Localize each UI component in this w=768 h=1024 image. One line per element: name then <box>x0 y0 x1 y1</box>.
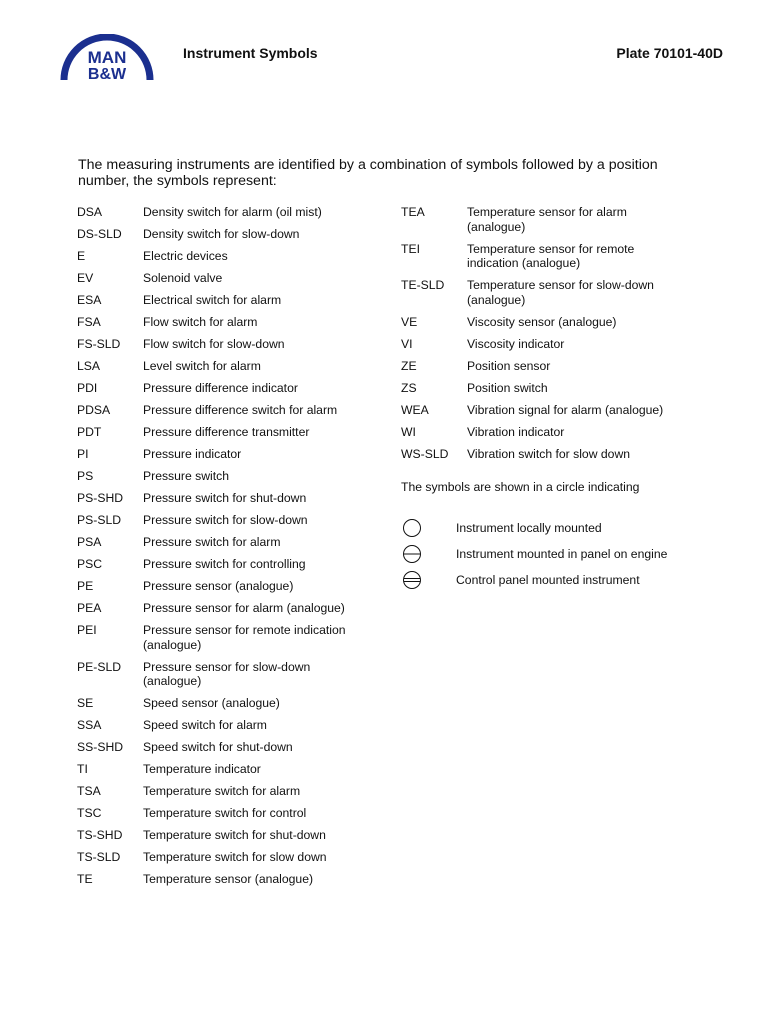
symbol-row <box>77 249 377 264</box>
symbol-row <box>77 718 377 733</box>
symbol-code: TE <box>77 872 93 886</box>
legend-item <box>402 541 667 567</box>
symbol-code: EV <box>77 271 94 285</box>
symbol-description: Position switch <box>467 380 548 395</box>
symbol-code: FSA <box>77 315 101 329</box>
symbol-row <box>401 242 701 271</box>
symbol-row <box>77 337 377 352</box>
symbol-code: TEA <box>401 205 425 219</box>
symbol-row <box>77 601 377 616</box>
symbol-row <box>77 557 377 572</box>
symbol-description: Pressure switch for alarm <box>143 535 281 549</box>
symbol-description: Vibration signal for alarm (analogue) <box>467 402 664 417</box>
symbol-description: Temperature switch for slow down <box>143 850 327 864</box>
symbol-row <box>77 205 377 220</box>
symbol-description: Speed switch for shut-down <box>143 740 293 754</box>
symbol-row <box>401 337 701 352</box>
symbol-description: Speed switch for alarm <box>143 718 267 732</box>
symbol-code: DS-SLD <box>77 227 122 241</box>
symbol-description: Pressure sensor for slow-down (analogue) <box>143 659 311 688</box>
circle-plain-icon <box>402 518 422 538</box>
symbol-code: E <box>77 249 86 263</box>
symbol-row <box>401 205 701 234</box>
symbol-description: Temperature sensor for remote indication (analogue) <box>467 241 635 270</box>
symbol-row <box>77 535 377 550</box>
symbol-code: VE <box>401 314 418 329</box>
symbol-row <box>77 381 377 396</box>
symbol-row <box>77 850 377 865</box>
symbol-code: WI <box>401 424 416 439</box>
symbol-row <box>401 381 701 396</box>
symbol-code: SS-SHD <box>77 740 124 754</box>
symbol-description: Flow switch for alarm <box>143 315 258 329</box>
symbol-code: PS-SHD <box>77 491 124 505</box>
symbol-row <box>77 828 377 843</box>
symbol-code: TSC <box>77 806 102 820</box>
symbol-description: Temperature switch for alarm <box>143 784 301 798</box>
legend-label: Control panel mounted instrument <box>456 573 640 587</box>
symbol-description: Density switch for slow-down <box>143 227 300 241</box>
symbol-code: TS-SHD <box>77 828 123 842</box>
logo-text-top: MAN <box>87 48 127 67</box>
symbol-description: Speed sensor (analogue) <box>143 696 280 710</box>
symbol-list-right <box>401 205 701 469</box>
legend-item <box>402 567 667 593</box>
symbol-description: Temperature sensor for slow-down (analogue) <box>467 278 654 307</box>
symbol-code: TSA <box>77 784 101 798</box>
legend-item <box>402 515 667 541</box>
symbol-row <box>401 315 701 330</box>
symbol-row <box>401 447 701 462</box>
intro-paragraph: The measuring instruments are identified by a combination of symbols followed by a position number, the symbols represent: <box>78 157 658 189</box>
symbol-description: Pressure sensor for alarm (analogue) <box>143 601 345 615</box>
symbol-description: Temperature sensor for alarm (analogue) <box>467 205 627 234</box>
symbol-description: Vibration switch for slow down <box>467 446 631 461</box>
symbol-code: PE <box>77 579 94 593</box>
symbol-code: PDI <box>77 381 98 395</box>
symbol-code: SSA <box>77 718 102 732</box>
symbol-code: LSA <box>77 359 101 373</box>
symbol-code: PS <box>77 469 94 483</box>
plate-number: Plate 70101-40D <box>616 45 723 61</box>
symbol-row <box>77 513 377 528</box>
symbol-description: Temperature sensor (analogue) <box>143 872 314 886</box>
symbol-code: VI <box>401 336 413 351</box>
symbol-code: TEI <box>401 241 420 256</box>
symbol-code: ZS <box>401 380 417 395</box>
symbol-description: Pressure switch <box>143 469 230 483</box>
symbol-description: Electrical switch for alarm <box>143 293 282 307</box>
symbol-code: SE <box>77 696 94 710</box>
symbol-code: PSC <box>77 557 103 571</box>
symbol-row <box>77 469 377 484</box>
symbol-row <box>401 403 701 418</box>
symbol-description: Temperature indicator <box>143 762 261 776</box>
symbol-row <box>77 623 377 652</box>
symbol-description: Position sensor <box>467 358 551 373</box>
symbol-row <box>77 271 377 286</box>
symbol-description: Pressure difference indicator <box>143 381 298 395</box>
symbol-code: DSA <box>77 205 103 219</box>
symbol-row <box>77 579 377 594</box>
symbol-code: PSA <box>77 535 102 549</box>
symbol-description: Level switch for alarm <box>143 359 261 373</box>
symbol-description: Pressure switch for controlling <box>143 557 306 571</box>
symbol-code: FS-SLD <box>77 337 121 351</box>
circle-two-lines-icon <box>402 570 422 590</box>
symbol-description: Pressure sensor (analogue) <box>143 579 294 593</box>
symbol-description: Density switch for alarm (oil mist) <box>143 205 322 219</box>
symbol-row <box>77 660 377 689</box>
legend-label: Instrument locally mounted <box>456 521 602 535</box>
symbol-description: Flow switch for slow-down <box>143 337 285 351</box>
symbol-row <box>401 278 701 307</box>
symbol-code: TI <box>77 762 88 776</box>
symbol-code: TE-SLD <box>401 278 445 292</box>
symbol-code: PS-SLD <box>77 513 122 527</box>
symbol-description: Pressure difference transmitter <box>143 425 310 439</box>
symbol-row <box>77 315 377 330</box>
symbol-code: PDSA <box>77 403 111 417</box>
symbol-description: Pressure switch for shut-down <box>143 491 307 505</box>
circle-one-line-icon <box>402 544 422 564</box>
symbol-row <box>77 293 377 308</box>
symbol-row <box>77 425 377 440</box>
symbol-description: Viscosity indicator <box>467 336 565 351</box>
symbol-description: Vibration indicator <box>467 424 565 439</box>
page-title: Instrument Symbols <box>183 45 318 61</box>
symbol-row <box>77 872 377 887</box>
symbol-code: WS-SLD <box>401 446 449 461</box>
logo-text-bottom: B&W <box>87 66 127 82</box>
symbol-row <box>77 806 377 821</box>
symbol-code: PEA <box>77 601 102 615</box>
symbol-row <box>77 359 377 374</box>
legend <box>402 515 667 593</box>
symbol-code: ESA <box>77 293 102 307</box>
symbol-row <box>77 696 377 711</box>
legend-label: Instrument mounted in panel on engine <box>456 547 668 561</box>
symbol-row <box>401 425 701 440</box>
symbol-row <box>401 359 701 374</box>
symbol-description: Solenoid valve <box>143 271 223 285</box>
symbol-row <box>77 740 377 755</box>
symbol-description: Temperature switch for control <box>143 806 307 820</box>
symbol-description: Temperature switch for shut-down <box>143 828 326 842</box>
symbol-row <box>77 403 377 418</box>
symbol-code: ZE <box>401 358 417 373</box>
symbol-description: Viscosity sensor (analogue) <box>467 314 617 329</box>
symbol-code: PDT <box>77 425 102 439</box>
symbol-row <box>77 491 377 506</box>
symbol-code: PI <box>77 447 89 461</box>
symbol-description: Pressure difference switch for alarm <box>143 403 338 417</box>
symbol-row <box>77 447 377 462</box>
symbol-code: WEA <box>401 402 429 417</box>
symbol-code: TS-SLD <box>77 850 121 864</box>
symbol-description: Pressure indicator <box>143 447 242 461</box>
symbol-description: Pressure sensor for remote indication (analogue) <box>143 623 346 652</box>
symbol-list-left <box>77 205 377 894</box>
symbol-description: Pressure switch for slow-down <box>143 513 308 527</box>
symbol-row <box>77 762 377 777</box>
symbol-description: Electric devices <box>143 249 228 263</box>
man-bw-logo <box>60 34 154 82</box>
symbol-row <box>77 784 377 799</box>
symbol-code: PE-SLD <box>77 659 122 674</box>
legend-title: The symbols are shown in a circle indicating <box>401 480 640 494</box>
symbol-row <box>77 227 377 242</box>
symbol-code: PEI <box>77 623 97 637</box>
